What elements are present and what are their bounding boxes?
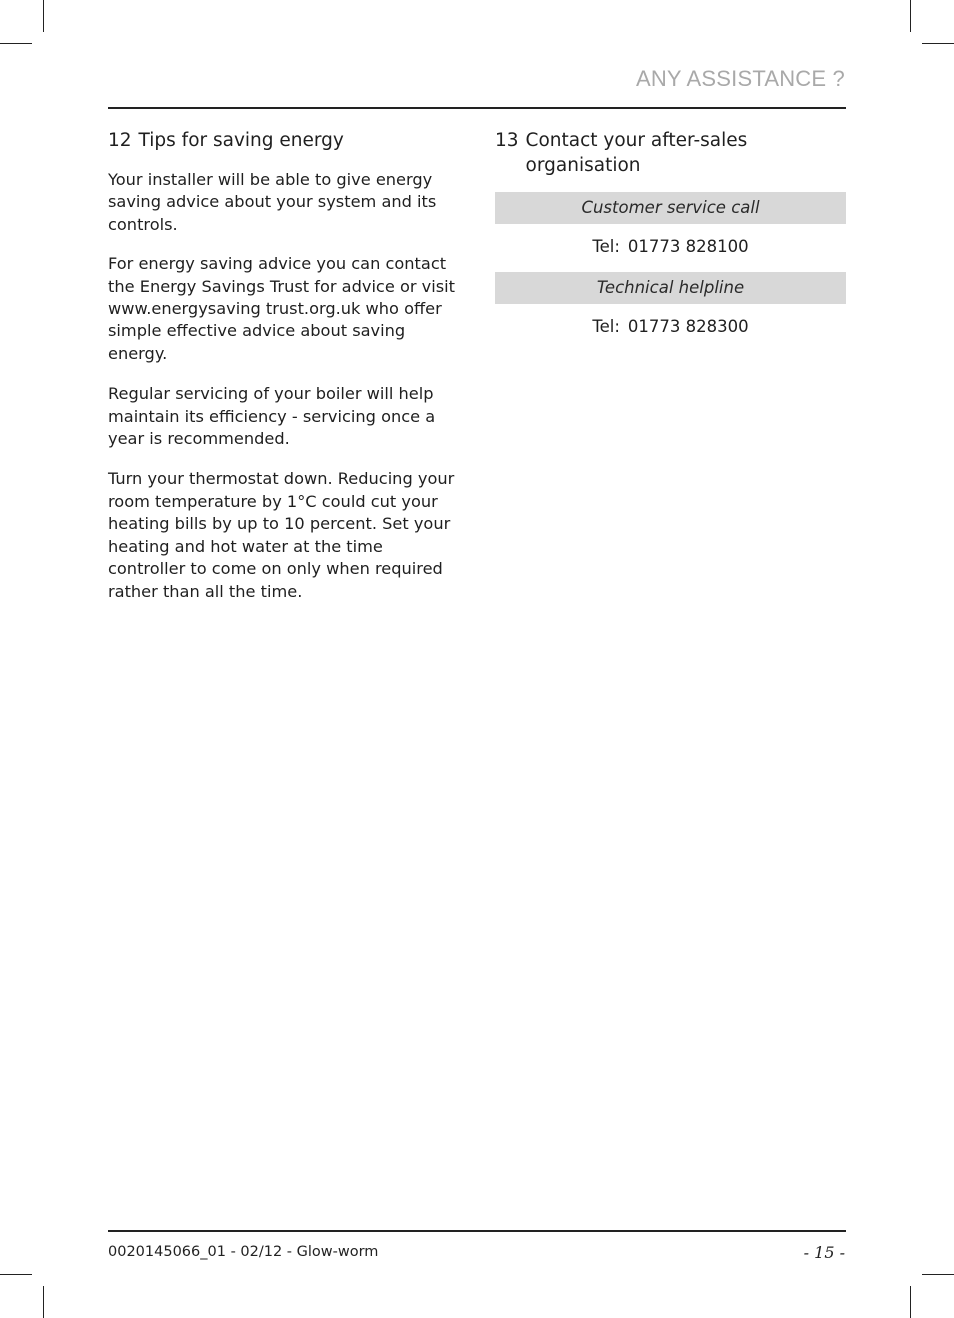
tips-paragraph: Turn your thermostat down. Reducing your room temperature by 1°C could cut your heating bills by up to 10 percent. Set your heating and hot water at the time controller to come on only when required rather than all the time.	[108, 469, 455, 601]
contact-section-number: 13	[495, 130, 519, 151]
header-rule	[108, 107, 846, 109]
footer-rule	[108, 1230, 846, 1232]
technical-helpline-label: Technical helpline	[495, 272, 846, 304]
tips-section-title: Tips for saving energy	[138, 130, 344, 151]
document-reference: 0020145066_01 - 02/12 - Glow-worm	[108, 1244, 379, 1260]
contact-section	[495, 128, 846, 352]
page-header-title: ANY ASSISTANCE ?	[635, 66, 845, 91]
crop-mark	[910, 1286, 911, 1318]
tips-paragraph: For energy saving advice you can contact the Energy Savings Trust for advice or visit www.energysaving trust.org.uk who offer simple effective advice about saving energy.	[108, 254, 456, 363]
phone-number: 01773 828100	[627, 237, 749, 256]
tel-label: Tel:	[592, 317, 620, 336]
phone-number: 01773 828300	[627, 317, 749, 336]
tips-paragraph: Regular servicing of your boiler will help maintain its efficiency - servicing once a year is recommended.	[108, 384, 436, 449]
customer-service-phone	[495, 224, 846, 272]
crop-mark	[0, 1274, 32, 1275]
contact-table	[495, 192, 846, 352]
crop-mark	[922, 1274, 954, 1275]
page-number: - 15 -	[803, 1243, 845, 1262]
contact-section-title: Contact your after-sales organisation	[525, 130, 748, 176]
tips-section	[108, 128, 460, 620]
crop-mark	[43, 0, 44, 32]
contact-heading	[495, 128, 846, 178]
technical-helpline-phone	[495, 304, 846, 352]
tel-label: Tel:	[592, 237, 620, 256]
tips-section-number: 12	[108, 130, 132, 151]
tips-paragraph: Your installer will be able to give energy saving advice about your system and its controls.	[108, 170, 437, 234]
crop-mark	[43, 1286, 44, 1318]
crop-mark	[910, 0, 911, 32]
customer-service-label: Customer service call	[495, 192, 846, 224]
crop-mark	[0, 43, 32, 44]
crop-mark	[922, 43, 954, 44]
tips-heading	[108, 128, 460, 153]
